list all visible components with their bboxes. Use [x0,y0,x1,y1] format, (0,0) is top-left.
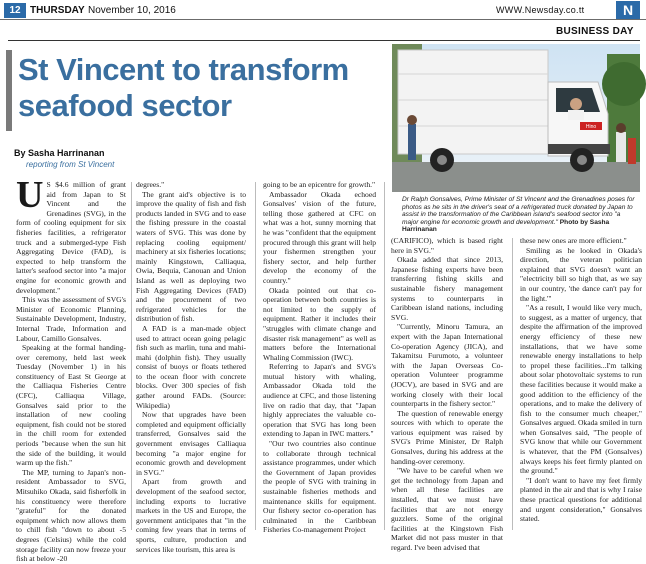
weekday: THURSDAY [30,5,85,16]
article-paragraph: The MP, turning to Japan's non-resident Ambassador to SVG, Mitsuhiko Okada, said fisherfolk in his constituency were therefore "grateful" for the donated equipment which now allows them to chill fish "down to about -5 degrees (Celsius) while the cold storage facility can now freeze your fish at below -20 [16,467,126,564]
column-5-body [520,236,642,524]
article-column-1 [16,174,126,564]
truck-brand-label: Hino [585,124,597,130]
column-4-body [391,236,503,553]
caption-text: Dr Ralph Gonsalves, Prime Minister of St Vincent and the Grenadines poses for photos as he sits in the driver's seat of a refrigerated truck donated by Japan to assist in the transformation of the Caribbean island's seafood sector into "a major engine for economic growth and development." [402,196,635,226]
article-paragraph: Ambassador Okada echoed Gonsalves' vision of the future, telling those gathered at CFC on what was a hot, sunny morning that he was "confident that the equipment procured through this grant will help your fishermen strengthen your fishery sector, and help further develop the economy of the country." [263,189,376,285]
article-headline: St Vincent to transform seafood sector [18,52,349,123]
article-column-4 [391,236,503,552]
article-paragraph: "As a result, I would like very much, to suggest, as a matter of urgency, that despite the affirmation of the improved energy efficiency of these new installations, that we have some renewable energy installations to help to propel these facilities...I'm talking about solar photovoltaic systems to run these facilities because it would make a good addition to the efficiency of the operations, and to make the delivery of fish to the consumer much cheaper," Gonsalves argued. Okada smiled in turn when Gonsalves said, "The people of SVG know that while our Government is whatever, that the PM (Gonsalves) always keeps his feet firmly planted on the ground." [520,303,642,476]
article-paragraph: degrees." [136,180,165,189]
website-url[interactable]: WWW.Newsday.co.tt [496,5,585,15]
article-paragraph: "I don't want to have my feet firmly planted in the air and that is why I raise these practical questions for additional and urgent consideration," Gonsalves stated. [520,475,642,524]
article-paragraph: The grant aid's objective is to improve the quality of fish and fish products landed in SVG and to ease the fishing pressure in the coastal waters of SVG. This was done by replacing cooling equipment/ machinery at six fisheries locations; mainly Kingstown, Calliaqua, Owia, Bequia, Canouan and Union Island as well as deploying two Fish Aggregating Devices (FAD) and the procurement of two refrigerated vehicles for the distribution of fish. [136,189,246,324]
article-column-2 [136,180,246,554]
article-paragraph: Now that upgrades have been completed and equipment officially transferred, Gonsalves said the government envisages Calliaqua becoming "a major engine for economic growth and development in SVG." [136,410,246,477]
article-paragraph: "Our two countries also continue to collaborate through technical assistance programmes, under which the Government of Japan provides the people of SVG with training in sustainable fisheries methods and maintenance skills for equipment. Our fishery sector co-operation has culminated in the Caribbean Fisheries Co-management Project [263,439,376,535]
newsday-logo: N [616,1,640,19]
truck-photo-illustration [392,44,640,192]
column-rule [512,238,513,530]
article-photo [392,44,640,192]
photo-caption [402,196,636,234]
article-paragraph: Referring to Japan's and SVG's mutual history with whaling, Ambassador Okada told the audience at CFC, and those listening live on radio that day, that "Japan highly appreciates the valuable co-operation that SVG has long been extending to Japan in IWC matters." [263,362,376,439]
byline-location: reporting from St Vincent [26,160,115,169]
article-paragraph: Apart from growth and development of the seafood sector, including exports to lucrative markets in the US and Europe, the government anticipates that "in the coming few years that in terms of sports, culture, production and services like tourism, this area is [136,477,246,554]
issue-date: November 10, 2016 [88,5,176,16]
section-label: BUSINESS DAY [556,26,634,37]
article-paragraph: "We have to be careful when we get the technology from Japan and when all these facilities are installed, that we must have facilities that are not energy guzzlers. Some of the original facilities at the Kingstown Fish Market did not pass muster in that regard. I've been advised that [391,466,503,552]
article-paragraph: "Currently, Minoru Tamura, an expert with the Japan International Co-operation Agency (JICA), and Takamitsu Furumoto, a volunteer with the Japan Overseas Co-operation Volunteer programme (JOCV), are based in SVG and are working closely with their local counterparts in the fishery sector." [391,322,503,409]
column-1-body [16,174,126,564]
article-column-5 [520,236,642,532]
column-rule [255,182,256,530]
column-2-body [136,180,246,554]
article-paragraph: Okada pointed out that co-operation between both countries is not limited to the supply of equipment. Rather it includes their "struggles with climate change and disaster risk management" as well as matters before the International Whaling Commission (IWC). [263,285,376,362]
article-paragraph: (CARIFICO), which is based right here in SVG." [391,236,503,255]
dropcap: U [16,174,44,216]
article-paragraph: A FAD is a man-made object used to attract ocean going pelagic fish such as marlin, tuna and mahi-mahi (dolphin fish). They usually consist of buoys or floats tethered to the ocean floor with concrete blocks. Over 300 species of fish gather around FADs. (Source: Wikipedia) [136,323,246,410]
article-paragraph: Okada added that since 2013, Japanese fishing experts have been transferring fishing skills and sustainable fishery management systems to counterparts in Caribbean island nations, including SVG. [391,255,503,322]
article-paragraph: S $4.6 million of grant aid from Japan to St Vincent and the Grenadines (SVG), in the form of cooling equipment for six fisheries facilities, a refrigerator truck and a submerged-type Fish Aggregating Device (FAD), is expected to help transform the latter's seafood sector into "a major engine for economic growth and development." [16,180,126,295]
column-3-body [263,180,376,535]
article-paragraph: these new ones are more efficient." [520,236,627,245]
column-rule [131,182,132,530]
article-column-3 [263,180,376,535]
column-rule [384,182,385,530]
article-paragraph: The question of renewable energy sources with which to operate the various equipment was raised by SVG's Prime Minister, Dr Ralph Gonsalves, during his address at the handing-over ceremony. [391,408,503,466]
article-paragraph: going to be an epicentre for growth." [263,180,376,189]
page-number: 12 [4,3,26,18]
article-paragraph: Speaking at the formal handing-over ceremony, held last week Tuesday (November 1) in his constituency of East St George at the Calliaqua Fisheries Centre (CFC), Calliaqua Village, Gonsalves said prior to the installation of new cooling equipment, fish could not be stored in the chill room for extended periods "because when the sun hit the side of the building, it would warm up the fish." [16,343,126,468]
headline-accent-bar [6,50,12,131]
article-paragraph: Smiling as he looked in Okada's direction, the veteran politician explained that SVG doesn't want an "electricity bill so high that, as we say in our country, 'the dance can't pay for the light.'" [520,245,642,303]
top-bar [0,0,646,20]
photo-credit: Photo by Sasha Harrinanan [402,218,610,234]
byline: By Sasha Harrinanan [14,148,105,158]
section-divider [8,40,640,41]
article-paragraph: This was the assessment of SVG's Minister of Economic Planning, Sustainable Development, Industry, Internal Trade, Information and Labour, Camillo Gonsalves. [16,295,126,343]
